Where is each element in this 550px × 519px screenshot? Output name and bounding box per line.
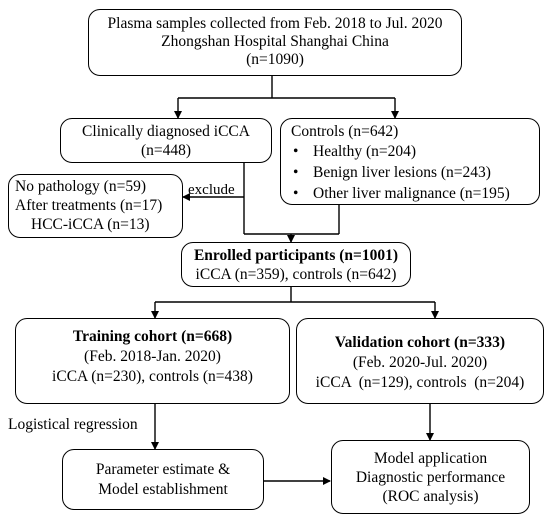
validation-title: Validation cohort (n=333) [334, 334, 506, 351]
exclusion-box [8, 174, 183, 238]
validation-dates: (Feb. 2020-Jul. 2020) [352, 354, 488, 371]
application-line-1: Model application [373, 450, 488, 467]
controls-item-healthy: • Healthy (n=204) [293, 141, 510, 162]
parameter-line-2: Model establishment [98, 481, 228, 498]
controls-item-other-malignance: • Other liver malignance (n=195) [293, 183, 510, 204]
validation-box [296, 318, 544, 404]
controls-list [293, 141, 510, 204]
exclusion-hcc-icca: HCC-iCCA (n=13) [31, 216, 150, 233]
exclude-label: exclude [188, 182, 235, 198]
training-title: Training cohort (n=668) [72, 328, 233, 345]
source-count: (n=1090) [246, 51, 304, 68]
source-line-1: Plasma samples collected from Feb. 2018 to Jul. 2020 [107, 15, 443, 32]
controls-item-benign: • Benign liver lesions (n=243) [293, 162, 510, 183]
exclusion-no-pathology: No pathology (n=59) [15, 178, 147, 195]
application-box [331, 440, 530, 514]
application-line-3: (ROC analysis) [382, 488, 479, 505]
icca-count: (n=448) [140, 142, 192, 159]
enrolled-breakdown: iCCA (n=359), controls (n=642) [195, 266, 397, 283]
logistical-regression-label: Logistical regression [8, 416, 138, 433]
application-line-2: Diagnostic performance [355, 469, 506, 486]
training-dates: (Feb. 2018-Jan. 2020) [84, 348, 221, 365]
icca-title: Clinically diagnosed iCCA [82, 123, 250, 140]
parameter-box [62, 449, 264, 510]
parameter-line-1: Parameter estimate & [95, 461, 231, 478]
training-box [15, 318, 290, 404]
controls-box [280, 118, 540, 205]
source-box [88, 9, 462, 76]
enrolled-box [181, 242, 411, 287]
icca-box [60, 118, 272, 163]
source-line-2: Zhongshan Hospital Shanghai China [161, 33, 389, 50]
enrolled-title: Enrolled participants (n=1001) [193, 247, 399, 264]
exclusion-after-treatments: After treatments (n=17) [15, 197, 163, 214]
training-breakdown: iCCA (n=230), controls (n=438) [52, 368, 253, 385]
arrow-to-enrolled [244, 234, 339, 242]
controls-title: Controls (n=642) [291, 123, 399, 140]
validation-breakdown: iCCA (n=129), controls (n=204) [315, 374, 525, 391]
